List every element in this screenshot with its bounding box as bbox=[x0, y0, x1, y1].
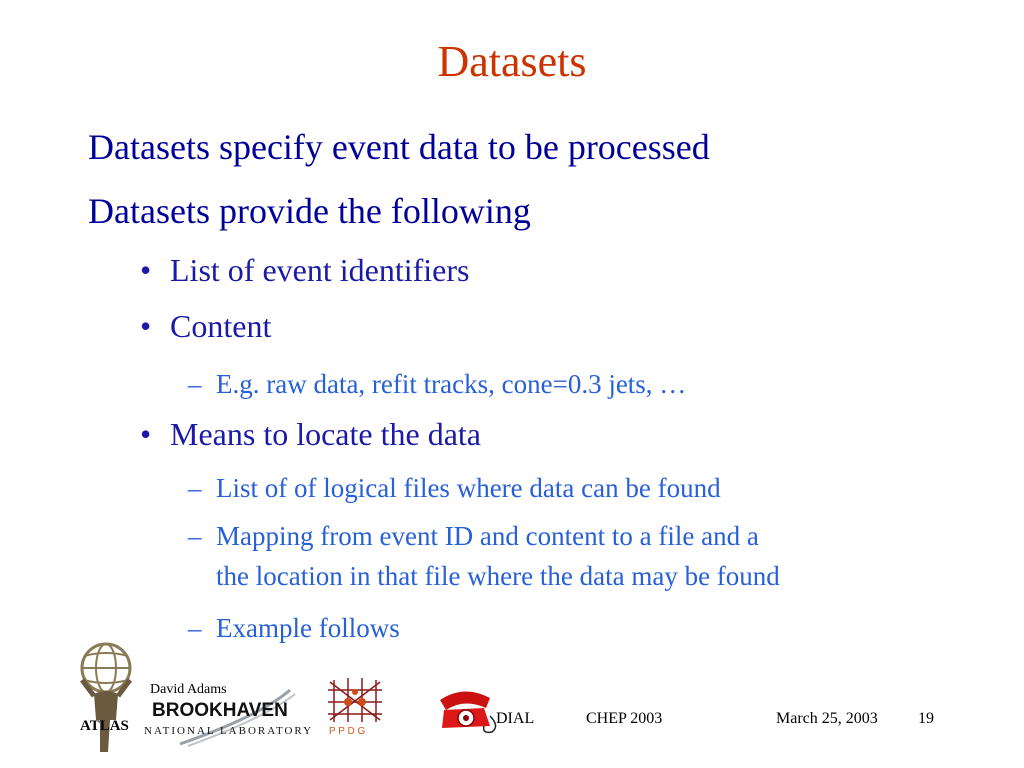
line-2: Datasets provide the following bbox=[88, 191, 531, 231]
bullet-text: List of event identifiers bbox=[170, 252, 470, 288]
slide-title: Datasets bbox=[437, 37, 587, 86]
bnl-name: BROOKHAVEN bbox=[152, 700, 288, 721]
dash-glyph: – bbox=[188, 369, 202, 399]
footer-conference: CHEP 2003 bbox=[586, 710, 663, 727]
bullet-glyph: • bbox=[140, 416, 152, 452]
dash-glyph: – bbox=[188, 521, 202, 551]
bullet-glyph: • bbox=[140, 308, 152, 344]
sub-item-text: E.g. raw data, refit tracks, cone=0.3 jets, … bbox=[216, 369, 687, 399]
footer-date: March 25, 2003 bbox=[776, 710, 878, 727]
sub-item-text: Example follows bbox=[216, 613, 400, 643]
bullet-text: Content bbox=[170, 308, 272, 344]
footer-project: DIAL bbox=[496, 710, 535, 727]
bullet-item bbox=[140, 416, 481, 453]
dash-glyph: – bbox=[188, 473, 202, 503]
atlas-label: ATLAS bbox=[80, 718, 129, 734]
bullet-glyph: • bbox=[140, 252, 152, 288]
bullet-item bbox=[140, 252, 469, 289]
bnl-subtitle: NATIONAL LABORATORY bbox=[144, 725, 314, 737]
phone-icon bbox=[434, 686, 500, 734]
sub-item-continuation: the location in that file where the data may be found bbox=[216, 561, 780, 591]
sub-item bbox=[188, 608, 400, 648]
bullet-text: Means to locate the data bbox=[170, 416, 481, 452]
line-1: Datasets specify event data to be processed bbox=[88, 127, 710, 167]
ppdg-label: P P D G bbox=[329, 726, 366, 737]
sub-item-text: Mapping from event ID and content to a file and a bbox=[216, 521, 759, 551]
page-number: 19 bbox=[918, 710, 934, 727]
bullet-item bbox=[140, 308, 271, 345]
sub-item-text: List of of logical files where data can be found bbox=[216, 473, 721, 503]
sub-item bbox=[188, 468, 721, 508]
sub-item bbox=[188, 516, 780, 596]
ppdg-logo bbox=[326, 676, 384, 738]
author-name: David Adams bbox=[150, 682, 227, 697]
sub-item bbox=[188, 364, 686, 404]
brookhaven-logo bbox=[140, 686, 330, 748]
dash-glyph: – bbox=[188, 613, 202, 643]
atlas-logo bbox=[70, 640, 142, 760]
